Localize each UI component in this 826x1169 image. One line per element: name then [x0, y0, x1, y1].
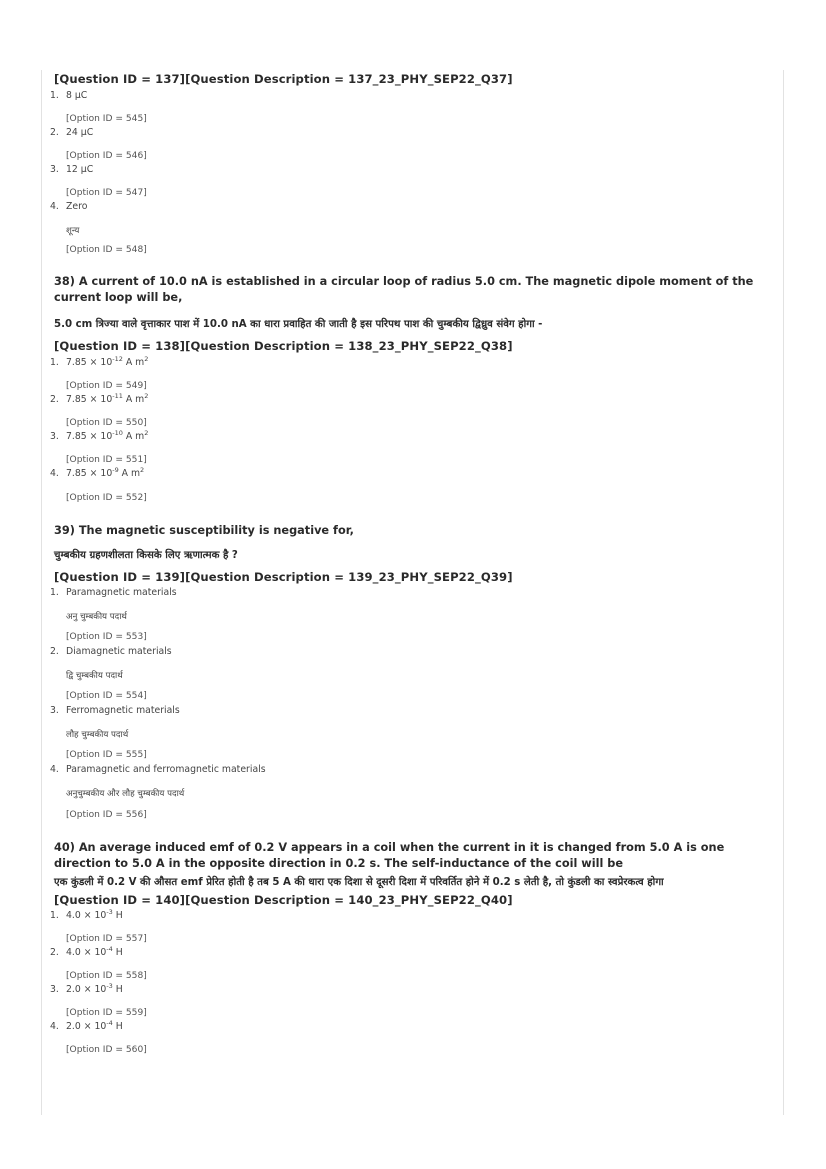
option-text: Paramagnetic materials [66, 587, 177, 598]
option-hindi-text: द्वि चुम्बकीय पदार्थ [66, 671, 123, 681]
option-mantissa: 7.85 × 10 [66, 357, 113, 368]
option-number: 1. [50, 587, 59, 598]
option-id: [Option ID = 548] [66, 245, 147, 255]
option-id: [Option ID = 547] [66, 188, 147, 198]
option-id: [Option ID = 554] [66, 691, 147, 701]
option-4 [50, 468, 772, 480]
option-text: Diamagnetic materials [66, 646, 172, 657]
option-id: [Option ID = 549] [66, 381, 147, 391]
option-text: Ferromagnetic materials [66, 705, 180, 716]
option-hindi-text: शून्य [66, 226, 80, 236]
option-exponent: -4 [106, 945, 113, 953]
option-number: 1. [50, 357, 59, 368]
question-39-hindi: चुम्बकीय ग्रहणशीलता किसके लिए ऋणात्मक है ? [54, 550, 238, 561]
option-number: 2. [50, 947, 59, 958]
option-mantissa: 2.0 × 10 [66, 1021, 107, 1032]
option-hindi-text: अनु चुम्बकीय पदार्थ [66, 612, 127, 622]
option-number: 3. [50, 164, 59, 175]
option-id: [Option ID = 552] [66, 493, 147, 503]
option-mantissa: 7.85 × 10 [66, 394, 113, 405]
option-unit: H [112, 947, 123, 958]
option-3 [50, 431, 772, 443]
option-mantissa: 4.0 × 10 [66, 910, 107, 921]
option-number: 2. [50, 394, 59, 405]
option-3 [50, 164, 772, 176]
option-number: 3. [50, 984, 59, 995]
option-hindi-text: अनुचुम्बकीय और लौह चुम्बकीय पदार्थ [66, 789, 185, 799]
option-number: 1. [50, 910, 59, 921]
option-4 [50, 201, 772, 213]
option-unit: H [112, 910, 123, 921]
option-text: 8 μC [66, 90, 88, 101]
option-mantissa: 7.85 × 10 [66, 431, 113, 442]
option-exponent: -11 [112, 392, 123, 400]
option-number: 2. [50, 127, 59, 138]
question-id-137: [Question ID = 137][Question Description = 137_23_PHY_SEP22_Q37] [54, 72, 513, 86]
question-38-hindi: 5.0 cm त्रिज्या वाले वृत्ताकार पाश में 10.0 nA का धारा प्रवाहित की जाती है इस परिपथ पाश की चुम्बकीय द्विध्रुव संवेग होगा - [54, 319, 543, 330]
option-number: 4. [50, 1021, 59, 1032]
option-unit: A m [122, 394, 145, 405]
option-3 [50, 984, 772, 996]
option-unit: H [112, 1021, 123, 1032]
option-exponent: -10 [112, 429, 123, 437]
option-number: 4. [50, 201, 59, 212]
option-unit: A m [118, 468, 141, 479]
option-number: 2. [50, 646, 59, 657]
option-number: 4. [50, 468, 59, 479]
option-exponent: -4 [106, 1019, 113, 1027]
option-id: [Option ID = 550] [66, 418, 147, 428]
option-4 [50, 764, 772, 776]
option-4 [50, 1021, 772, 1033]
option-1 [50, 910, 772, 922]
option-mantissa: 2.0 × 10 [66, 984, 107, 995]
option-number: 3. [50, 705, 59, 716]
option-text: Paramagnetic and ferromagnetic materials [66, 764, 266, 775]
option-1 [50, 587, 772, 599]
option-text: Zero [66, 201, 88, 212]
question-39-text: 39) The magnetic susceptibility is negative for, [54, 524, 354, 537]
unit-exponent: 2 [140, 466, 145, 474]
option-2 [50, 947, 772, 959]
option-id: [Option ID = 559] [66, 1008, 147, 1018]
option-id: [Option ID = 551] [66, 455, 147, 465]
option-number: 1. [50, 90, 59, 101]
option-exponent: -3 [106, 908, 113, 916]
option-mantissa: 7.85 × 10 [66, 468, 113, 479]
option-unit: A m [122, 431, 145, 442]
option-mantissa: 4.0 × 10 [66, 947, 107, 958]
option-hindi-text: लौह चुम्बकीय पदार्थ [66, 730, 129, 740]
option-text: 24 μC [66, 127, 94, 138]
option-2 [50, 646, 772, 658]
right-margin-rule [783, 70, 784, 1115]
unit-exponent: 2 [144, 355, 149, 363]
question-38-text: 38) A current of 10.0 nA is established in a circular loop of radius 5.0 cm. The magnetic dipole moment of the current loop will be, [54, 275, 754, 304]
question-id-140: [Question ID = 140][Question Description = 140_23_PHY_SEP22_Q40] [54, 893, 513, 907]
question-id-139: [Question ID = 139][Question Description = 139_23_PHY_SEP22_Q39] [54, 570, 513, 584]
option-id: [Option ID = 558] [66, 971, 147, 981]
option-3 [50, 705, 772, 717]
option-text: 12 μC [66, 164, 94, 175]
page-content [50, 72, 772, 1056]
option-id: [Option ID = 545] [66, 114, 147, 124]
option-exponent: -12 [112, 355, 123, 363]
option-id: [Option ID = 560] [66, 1045, 147, 1055]
option-id: [Option ID = 546] [66, 151, 147, 161]
option-id: [Option ID = 553] [66, 632, 147, 642]
option-exponent: -9 [112, 466, 119, 474]
option-1 [50, 90, 772, 102]
option-id: [Option ID = 556] [66, 810, 147, 820]
option-2 [50, 394, 772, 406]
question-id-138: [Question ID = 138][Question Description = 138_23_PHY_SEP22_Q38] [54, 339, 513, 353]
option-1 [50, 357, 772, 369]
option-number: 3. [50, 431, 59, 442]
unit-exponent: 2 [144, 392, 149, 400]
option-exponent: -3 [106, 982, 113, 990]
question-40-text: 40) An average induced emf of 0.2 V appears in a coil when the current in it is changed from 5.0 A is one direction to 5.0 A in the opposite direction in 0.2 s. The self-inductance of the coil will be [54, 841, 725, 870]
option-id: [Option ID = 557] [66, 934, 147, 944]
question-40-hindi: एक कुंडली में 0.2 V की औसत emf प्रेरित होती है तब 5 A की धारा एक दिशा से दूसरी दिशा में परिवर्तित होने में 0.2 s लेती है, तो कुंडली का स्वप्रेरकत्व होगा [54, 877, 664, 888]
option-number: 4. [50, 764, 59, 775]
option-id: [Option ID = 555] [66, 750, 147, 760]
option-2 [50, 127, 772, 139]
option-unit: A m [122, 357, 145, 368]
option-unit: H [112, 984, 123, 995]
left-margin-rule [41, 70, 42, 1115]
unit-exponent: 2 [144, 429, 149, 437]
